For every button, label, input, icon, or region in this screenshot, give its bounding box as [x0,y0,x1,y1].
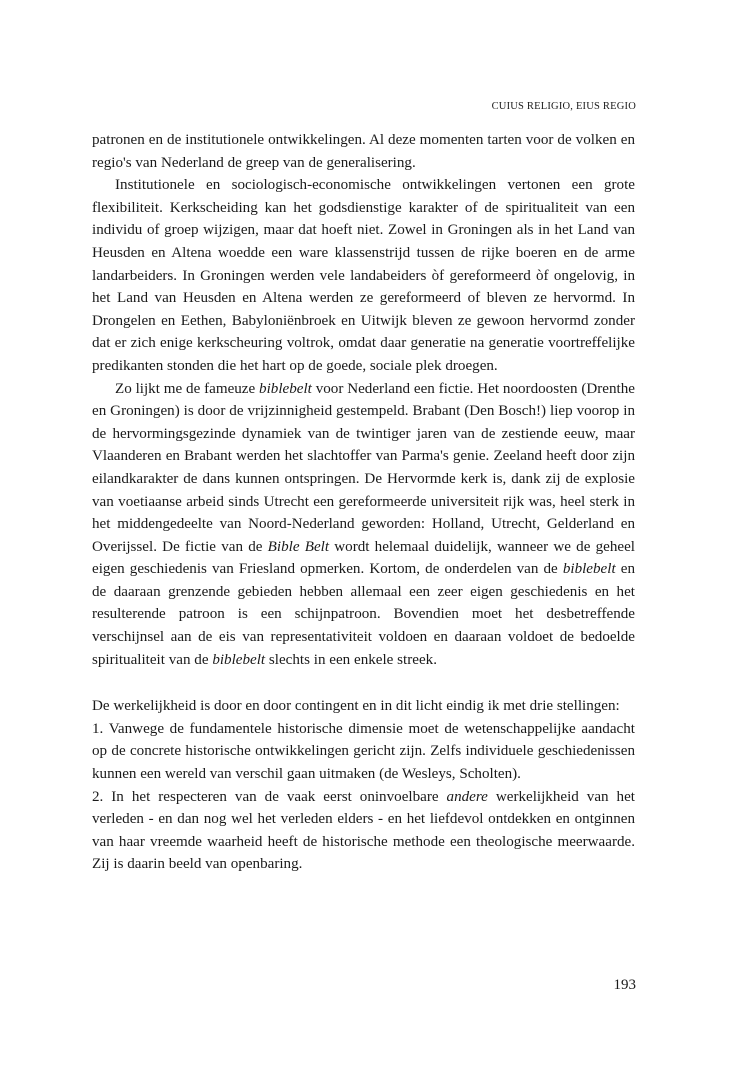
text-run: voor Nederland een fictie. Het noordoosten (Drenthe en Groningen) is door de vrijzinnigheid gestempeld. Brabant (Den Bosch!) liep voorop in de hervormingsgezinde dynamiek van de twintiger jaren van de zestiende eeuw, maar Vlaanderen en Brabant werden het slachtoffer van Parma's genie. Zeeland heeft door zijn eilandkarakter de dans kunnen ontspringen. De Hervormde kerk is, dank zij de explosie van voetiaanse arbeid sinds Utrecht een gereformeerde universiteit rijk was, heel sterk in het middengedeelte van Noord-Nederland geworden: Holland, Utrecht, Gelderland en Overijssel. De fictie van de [92,380,635,555]
italic-term: Bible Belt [267,538,330,555]
paragraph-1: patronen en de institutionele ontwikkelingen. Al deze momenten tarten voor de volken en regio's van Nederland de greep van de generalisering. [92,132,635,171]
thesis-2 [92,786,635,876]
text-run: Zo lijkt me de fameuze [115,380,260,397]
thesis-1: 1. Vanwege de fundamentele historische dimensie moet de wetenschappelijke aandacht op de concrete historische ontwikkelingen gericht zijn. Zelfs individuele geschiedenissen kunnen een wereld van verschil gaan uitmaken (de Wesleys, Scholten). [92,720,635,783]
running-head: CUIUS RELIGIO, EIUS REGIO [491,101,636,112]
section-gap [92,671,635,695]
italic-term: biblebelt [259,380,312,397]
paragraph-3 [92,378,635,672]
body-text [92,129,635,876]
paragraph-4: De werkelijkheid is door en door contingent en in dit licht eindig ik met drie stellingen: [92,698,620,715]
text-run: 2. In het respecteren van de vaak eerst oninvoelbare [92,788,447,805]
text-run: en de daaraan grenzende gebieden hebben allemaal een zeer eigen geschiedenis en het resulterende patroon is een schijnpatroon. Bovendien moet het desbetreffende verschijnsel aan de eis van representativiteit voldoen en daaraan voldoet de bedoelde spiritualiteit van de [92,561,635,668]
page-number: 193 [613,977,636,993]
italic-term: andere [446,788,488,805]
text-run: slechts in een enkele streek. [265,651,437,668]
text-run: werkelijkheid van het verleden - en dan nog wel het verleden elders - en het liefdevol ontdekken en ontginnen van haar vreemde waarheid heeft de historische methode een theologische meerwaarde. Zij is daarin beeld van openbaring. [92,788,635,873]
italic-term: biblebelt [562,561,616,578]
paragraph-2: Institutionele en sociologisch-economische ontwikkelingen vertonen een grote flexibiliteit. Kerkscheiding kan het godsdienstige karakter of de spiritualiteit van een individu of groep wijzigen, maar dat hoeft niet. Zowel in Groningen als in het Land van Heusden en Altena woedde een ware klassenstrijd tussen de rijke boeren en de arme landarbeiders. In Groningen werden vele landabeiders òf gereformeerd òf ongelovig, in het Land van Heusden en Altena werden ze gereformeerd of bleven ze hervormd. In Drongelen en Eethen, Babyloniënbroek en Uitwijk bleven ze gewoon hervormd zonder dat er zich enige kerkscheuring voltrok, omdat daar generatie na generatie voortreffelijke predikanten stonden die het hart op de goede, sociale plek droegen. [92,177,635,374]
italic-term: biblebelt [212,651,266,668]
text-run: wordt helemaal duidelijk, wanneer we de geheel eigen geschiedenis van Friesland opmerken. Kortom, de onderdelen van de [92,538,635,578]
